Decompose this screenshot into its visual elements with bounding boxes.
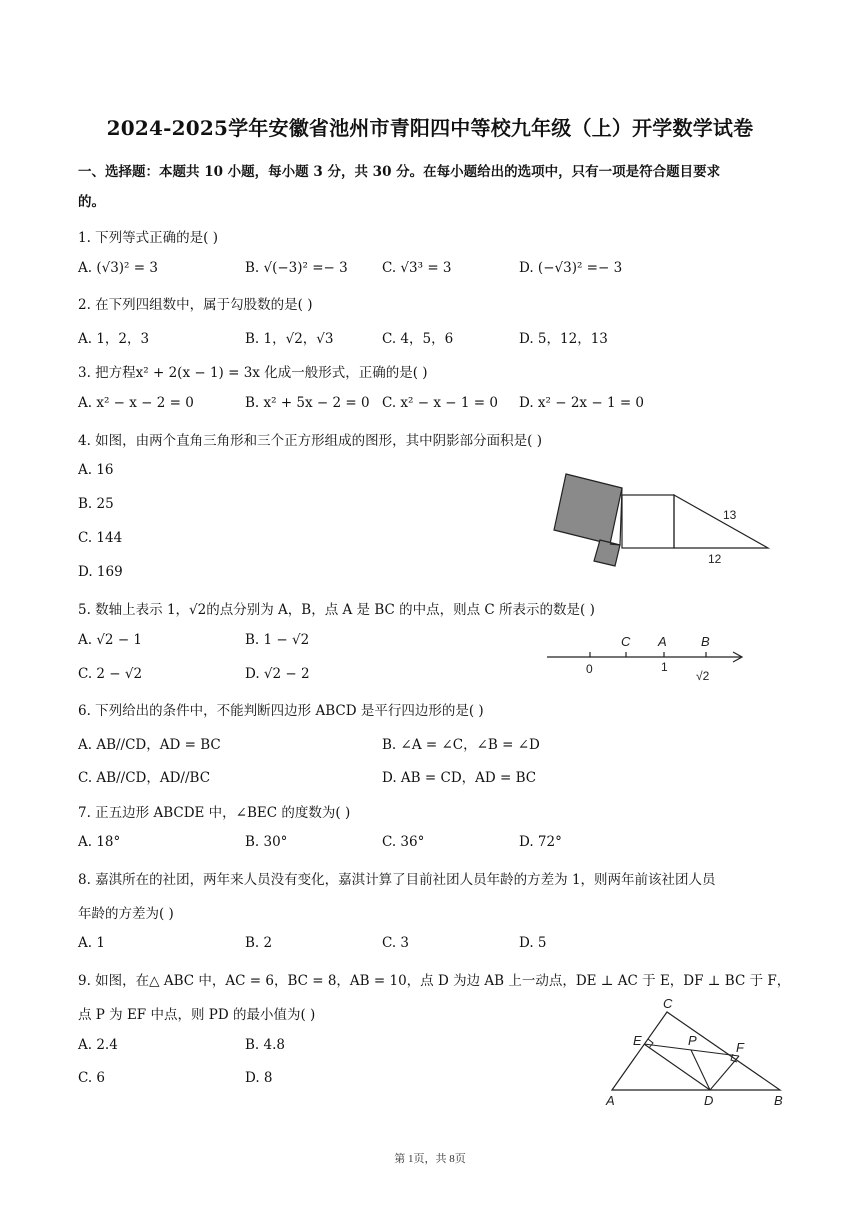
q9-triangle-figure: [600, 994, 792, 1110]
q4-stem: 4. 如图，由两个直角三角形和三个正方形组成的图形，其中阴影部分面积是( ): [78, 433, 542, 449]
q4-label-12: 12: [708, 552, 722, 566]
q4-shaded-square-small: [594, 540, 620, 566]
q6-option-a: A. AB//CD，AD = BC: [78, 737, 221, 753]
q8-stem-line2: 年龄的方差为( ): [78, 906, 174, 922]
section-heading-line1: 一、选择题：本题共 10 小题，每小题 3 分，共 30 分。在每小题给出的选项中，只有一项是符合题目要求: [78, 164, 721, 180]
page-title: 2024-2025学年安徽省池州市青阳四中等校九年级（上）开学数学试卷: [106, 116, 754, 140]
q5-option-a: A. √2 − 1: [78, 632, 143, 648]
q9-stem-line1: 9. 如图，在△ ABC 中，AC = 6，BC = 8，AB = 10，点 D 为边 AB 上一动点，DE ⊥ AC 于 E，DF ⊥ BC 于 F，: [78, 973, 791, 989]
q1-option-d: D. (−√3)² =− 3: [519, 260, 623, 276]
q5-option-b: B. 1 − √2: [245, 632, 310, 648]
q9-label-f: F: [736, 1040, 744, 1055]
q2-stem: 2. 在下列四组数中，属于勾股数的是( ): [78, 297, 313, 313]
q9-option-d: D. 8: [245, 1070, 273, 1086]
q4-squares-triangles-figure: [548, 470, 778, 570]
q8-option-c: C. 3: [382, 935, 410, 951]
q7-option-a: A. 18°: [78, 834, 121, 850]
q3-option-c: C. x² − x − 1 = 0: [382, 395, 498, 411]
q4-large-triangle: [674, 495, 768, 548]
q9-label-a: A: [606, 1093, 615, 1108]
q7-option-b: B. 30°: [245, 834, 288, 850]
q4-shaded-square-large: [554, 474, 622, 544]
q9-option-c: C. 6: [78, 1070, 106, 1086]
q6-option-b: B. ∠A = ∠C，∠B = ∠D: [382, 737, 540, 753]
q8-option-d: D. 5: [519, 935, 547, 951]
q9-label-d: D: [704, 1093, 714, 1108]
q2-option-b: B. 1，√2，√3: [245, 331, 334, 347]
q8-stem-line1: 8. 嘉淇所在的社团，两年来人员没有变化，嘉淇计算了目前社团人员年龄的方差为 1，则两年前该社团人员: [78, 872, 716, 888]
q3-stem: 3. 把方程x² + 2(x − 1) = 3x 化成一般形式，正确的是( ): [78, 365, 428, 381]
q4-option-d: D. 169: [78, 564, 123, 580]
page-footer: 第 1页，共 8页: [394, 1153, 466, 1165]
q5-label-c: C: [621, 634, 631, 649]
q8-option-b: B. 2: [245, 935, 273, 951]
q2-option-d: D. 5，12，13: [519, 331, 608, 347]
q5-label-b: B: [701, 634, 710, 649]
q5-number-line-figure: [545, 630, 750, 686]
q9-label-c: C: [663, 996, 673, 1011]
q1-option-c: C. √3³ = 3: [382, 260, 452, 276]
q2-option-a: A. 1，2，3: [78, 331, 150, 347]
q9-label-e: E: [633, 1033, 642, 1048]
q5-label-1: 1: [661, 660, 668, 674]
q8-option-a: A. 1: [78, 935, 105, 951]
q5-label-a: A: [658, 634, 667, 649]
q5-option-c: C. 2 − √2: [78, 666, 143, 682]
q1-stem: 1. 下列等式正确的是( ): [78, 230, 218, 246]
q4-option-b: B. 25: [78, 496, 114, 512]
q7-stem: 7. 正五边形 ABCDE 中，∠BEC 的度数为( ): [78, 805, 351, 821]
q7-option-c: C. 36°: [382, 834, 425, 850]
q6-option-c: C. AB//CD，AD//BC: [78, 770, 211, 786]
q5-label-0: 0: [586, 662, 593, 676]
q9-stem-line2: 点 P 为 EF 中点，则 PD 的最小值为( ): [78, 1007, 316, 1023]
q9-label-b: B: [774, 1093, 783, 1108]
q3-option-b: B. x² + 5x − 2 = 0: [245, 395, 370, 411]
q7-option-d: D. 72°: [519, 834, 562, 850]
q9-option-a: A. 2.4: [78, 1037, 118, 1053]
q6-option-d: D. AB = CD，AD = BC: [382, 770, 537, 786]
q1-option-b: B. √(−3)² =− 3: [245, 260, 348, 276]
q5-label-sqrt2: √2: [696, 669, 710, 683]
section-heading-line2: 的。: [78, 194, 105, 210]
q5-option-d: D. √2 − 2: [245, 666, 310, 682]
q9-option-b: B. 4.8: [245, 1037, 285, 1053]
q3-option-d: D. x² − 2x − 1 = 0: [519, 395, 645, 411]
q1-option-a: A. (√3)² = 3: [78, 260, 158, 276]
q4-option-a: A. 16: [78, 462, 114, 478]
q5-stem: 5. 数轴上表示 1，√2的点分别为 A，B，点 A 是 BC 的中点，则点 C 所表示的数是( ): [78, 602, 595, 618]
q4-label-13: 13: [723, 508, 737, 522]
q4-option-c: C. 144: [78, 530, 123, 546]
q2-option-c: C. 4，5，6: [382, 331, 454, 347]
q9-label-p: P: [688, 1033, 697, 1048]
q6-stem: 6. 下列给出的条件中，不能判断四边形 ABCD 是平行四边形的是( ): [78, 703, 484, 719]
q3-option-a: A. x² − x − 2 = 0: [78, 395, 194, 411]
q4-middle-square: [622, 495, 674, 548]
